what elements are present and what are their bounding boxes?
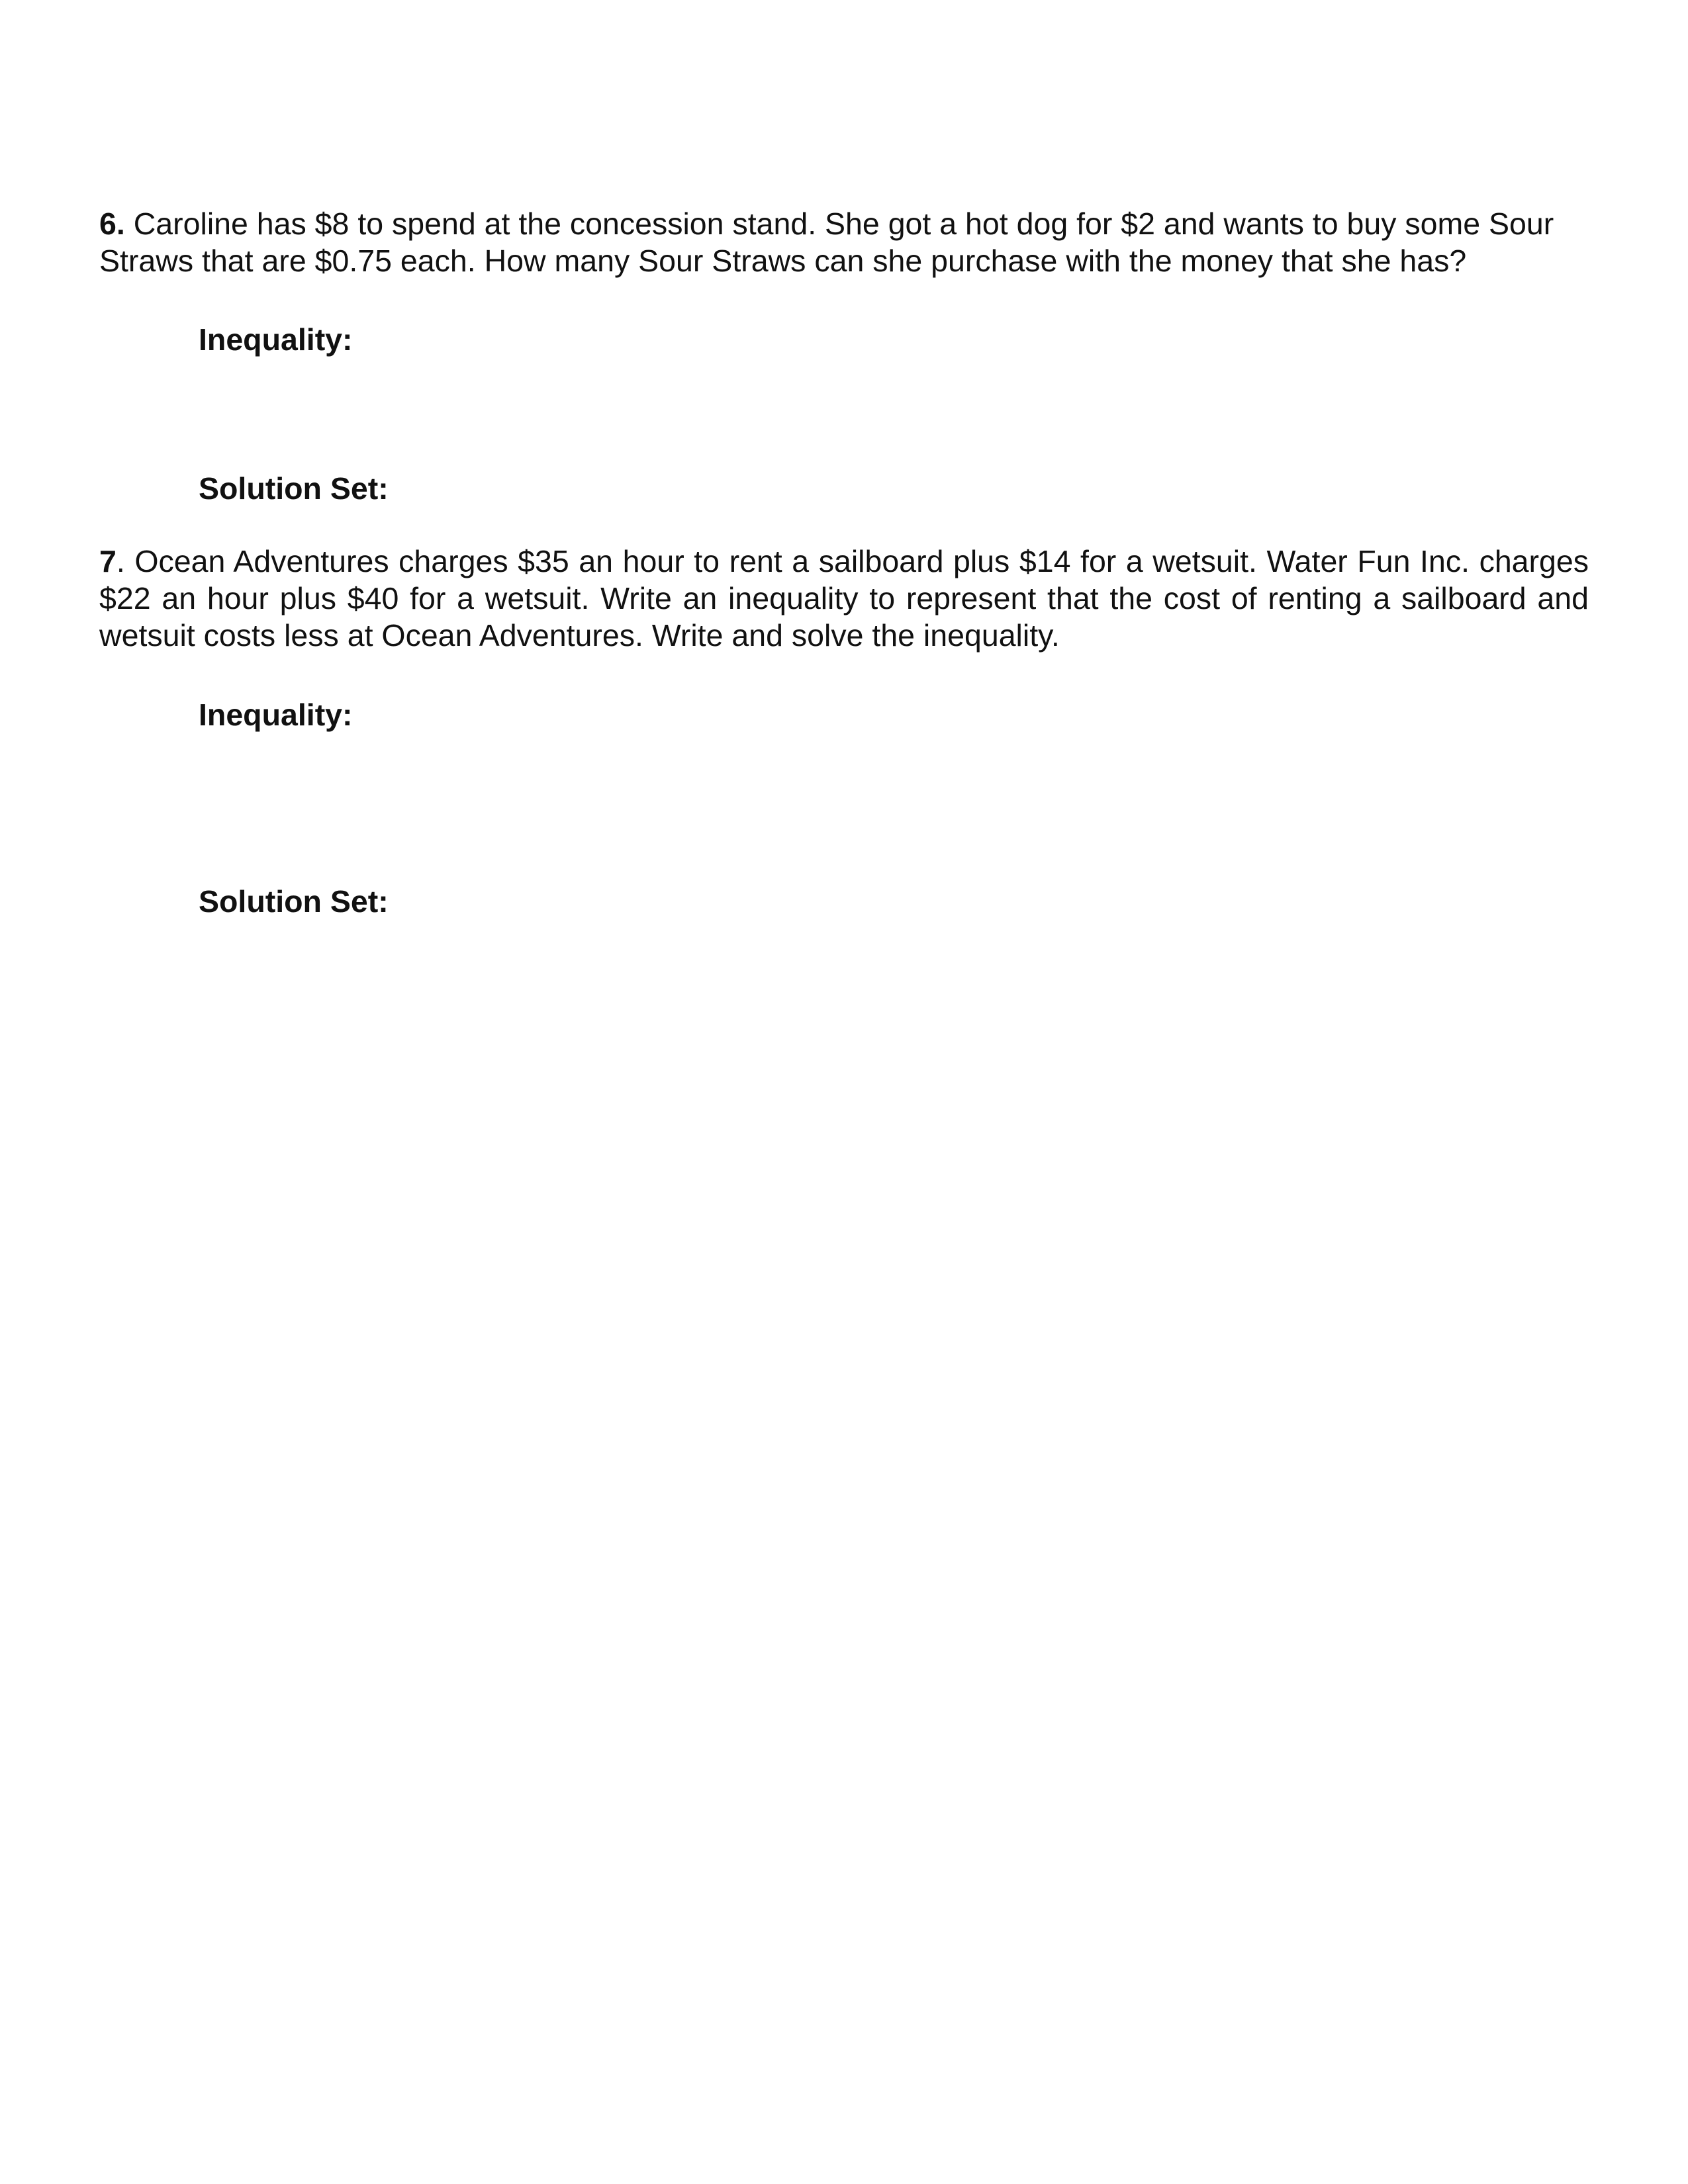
problem-7 [99,543,1589,654]
problem-6-text: Caroline has $8 to spend at the concession stand. She got a hot dog for $2 and wants to buy some Sour Straws that are $0.75 each. How many Sour Straws can she purchase with the money that she has? [99,206,1554,278]
problem-6-solution-set-label: Solution Set: [199,471,389,506]
problem-7-number: 7 [99,544,117,578]
problem-7-inequality-label: Inequality: [199,698,353,732]
problem-6-inequality-label: Inequality: [199,322,353,357]
problem-6 [99,205,1589,279]
problem-7-solution-set-label: Solution Set: [199,884,389,919]
problem-6-number: 6. [99,206,125,241]
problem-7-text: . Ocean Adventures charges $35 an hour to rent a sailboard plus $14 for a wetsuit. Water Fun Inc. charges $22 an hour plus $40 for a wetsuit. Write an inequality to represent that the cost of renting a sailboard and wetsuit costs less at Ocean Adventures. Write and solve the inequality. [99,544,1589,653]
